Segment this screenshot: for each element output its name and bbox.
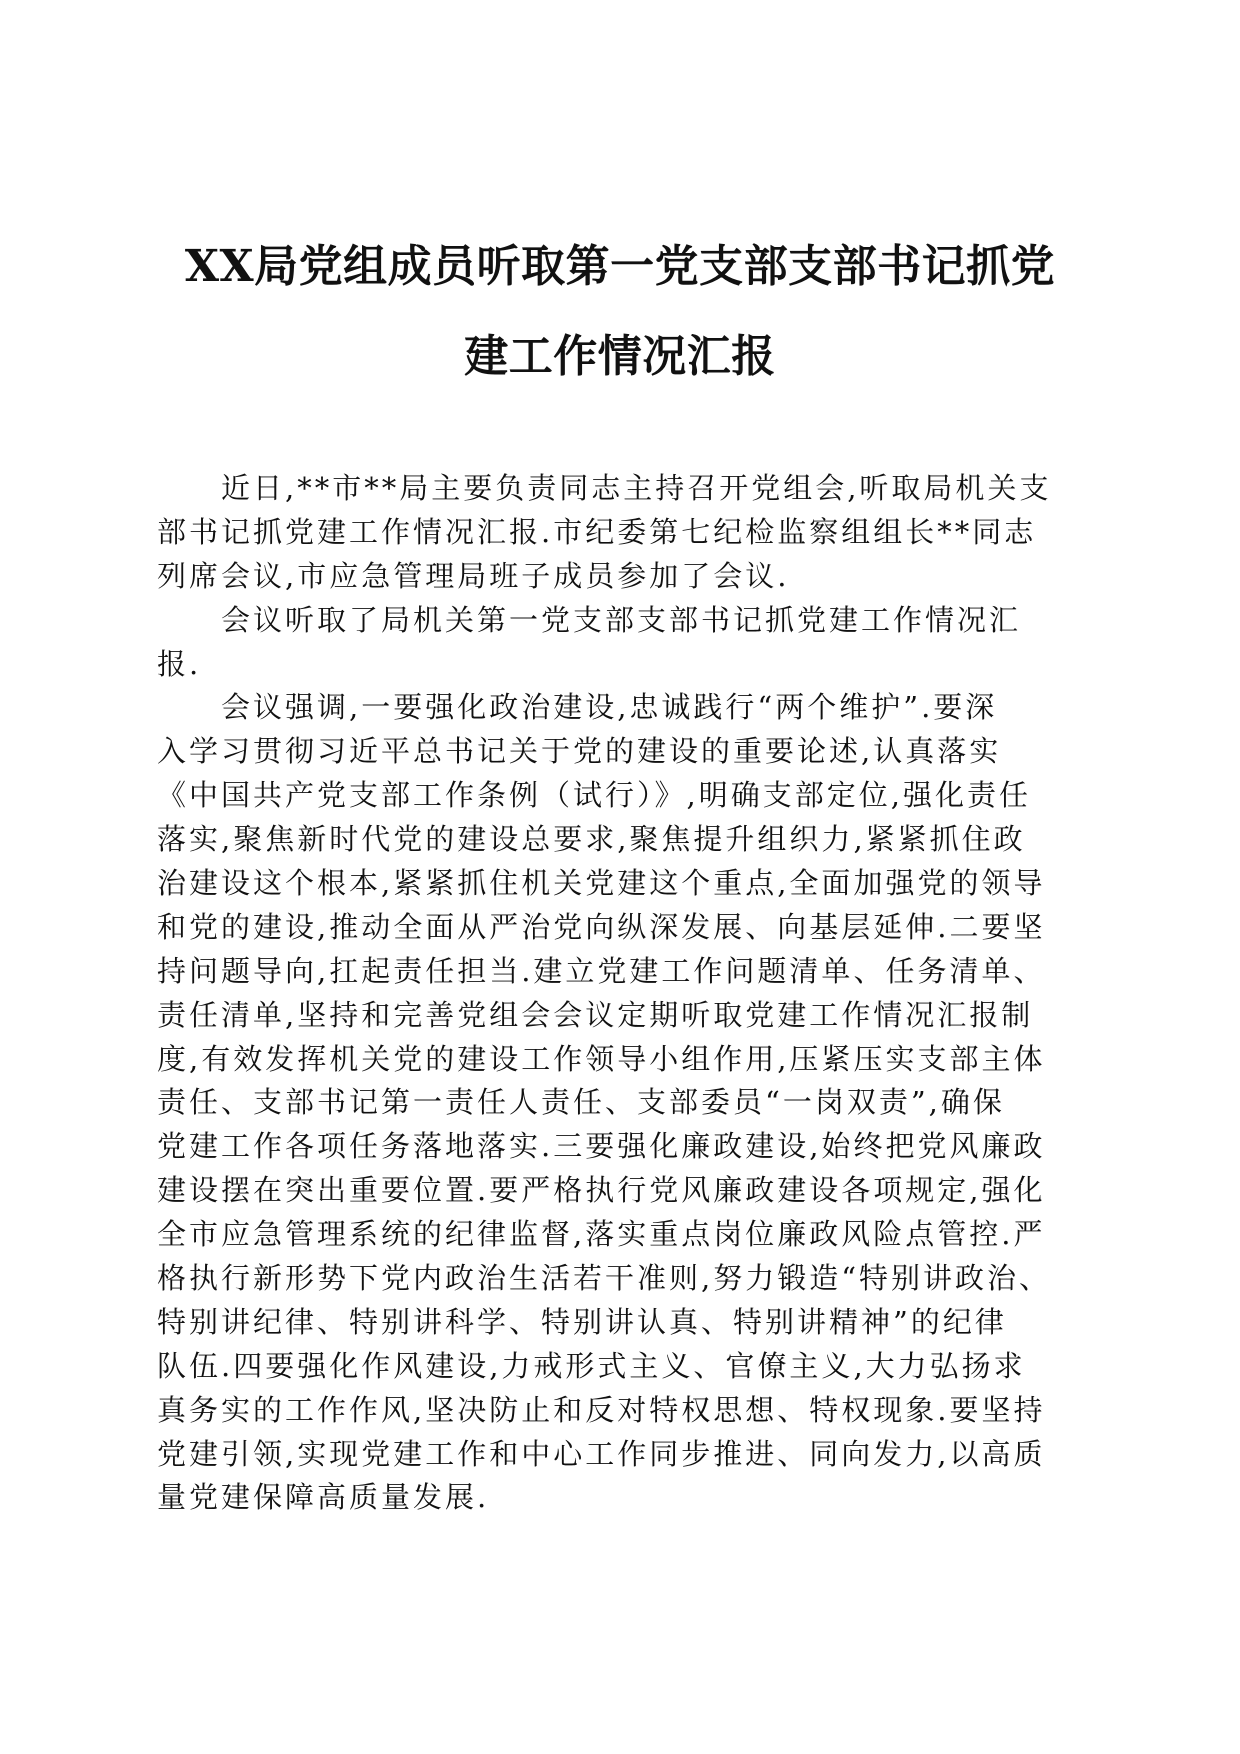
paragraph-line: 会议听取了局机关第一党支部支部书记抓党建工作情况汇 <box>221 602 1022 637</box>
paragraph-line: 党建引领,实现党建工作和中心工作同步推进、同向发力,以高质 <box>157 1436 1046 1471</box>
paragraph-line: 治建设这个根本,紧紧抓住机关党建这个重点,全面加强党的领导 <box>157 866 1046 901</box>
paragraph-line: 责任清单,坚持和完善党组会会议定期听取党建工作情况汇报制 <box>157 997 1034 1032</box>
paragraph-line: 责任、支部书记第一责任人责任、支部委员“一岗双责”,确保 <box>157 1085 1005 1120</box>
paragraph-line: 会议强调,一要强化政治建设,忠诚践行“两个维护”.要深 <box>221 690 998 725</box>
paragraph-line: 特别讲纪律、特别讲科学、特别讲认真、特别讲精神”的纪律 <box>157 1304 1007 1339</box>
paragraph-line: 落实,聚焦新时代党的建设总要求,聚焦提升组织力,紧紧抓住政 <box>157 822 1026 857</box>
document-title <box>140 222 1100 402</box>
paragraph-line: 格执行新形势下党内政治生活若干准则,努力锻造“特别讲政治、 <box>157 1261 1052 1296</box>
paragraph-line: 队伍.四要强化作风建设,力戒形式主义、官僚主义,大力弘扬求 <box>157 1348 1026 1383</box>
paragraph-line: 列席会议,市应急管理局班子成员参加了会议. <box>157 558 790 593</box>
paragraph-line: 建设摆在突出重要位置.要严格执行党风廉政建设各项规定,强化 <box>157 1173 1046 1208</box>
title-line-1: XX局党组成员听取第一党支部支部书记抓党 <box>184 241 1056 292</box>
paragraph-line: 度,有效发挥机关党的建设工作领导小组作用,压紧压实支部主体 <box>157 1041 1046 1076</box>
paragraph-line: 真务实的工作作风,坚决防止和反对特权思想、特权现象.要坚持 <box>157 1392 1046 1427</box>
paragraph-1 <box>157 467 1077 599</box>
paragraph-line: 持问题导向,扛起责任担当.建立党建工作问题清单、任务清单、 <box>157 953 1046 988</box>
paragraph-line: 《中国共产党支部工作条例（试行）》,明确支部定位,强化责任 <box>157 778 1031 813</box>
paragraph-line: 和党的建设,推动全面从严治党向纵深发展、向基层延伸.二要坚 <box>157 909 1046 944</box>
paragraph-line: 全市应急管理系统的纪律监督,落实重点岗位廉政风险点管控.严 <box>157 1217 1046 1252</box>
document-body <box>157 467 1077 1520</box>
paragraph-line: 党建工作各项任务落地落实.三要强化廉政建设,始终把党风廉政 <box>157 1129 1046 1164</box>
paragraph-line: 报. <box>157 646 202 681</box>
paragraph-line: 近日,**市**局主要负责同志主持召开党组会,听取局机关支 <box>221 471 1052 505</box>
title-line-2: 建工作情况汇报 <box>464 331 776 382</box>
paragraph-line: 量党建保障高质量发展. <box>157 1480 490 1515</box>
paragraph-line: 部书记抓党建工作情况汇报.市纪委第七纪检监察组组长**同志 <box>157 514 1037 549</box>
paragraph-3 <box>157 686 1077 1520</box>
paragraph-2 <box>157 599 1077 687</box>
paragraph-line: 入学习贯彻习近平总书记关于党的建设的重要论述,认真落实 <box>157 734 1002 769</box>
